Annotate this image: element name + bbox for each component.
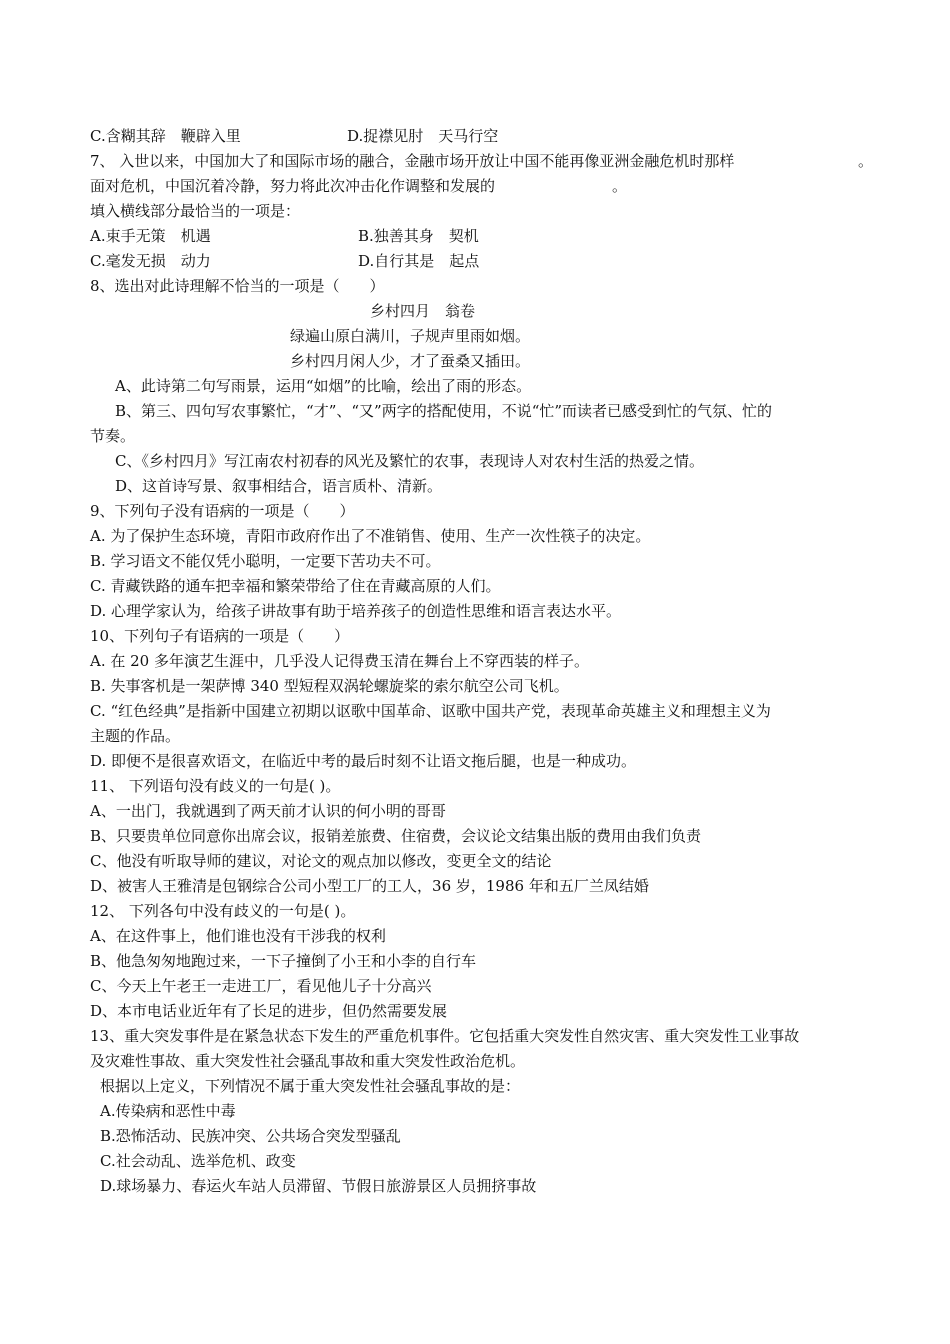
q12-option-b: B、他急匆匆地跑过来，一下子撞倒了小王和小李的自行车 xyxy=(90,952,477,970)
q13-stem-line2: 及灾难性事故、重大突发性社会骚乱事故和重大突发性政治危机。 xyxy=(90,1052,526,1070)
q13-stem-line1: 13、重大突发事件是在紧急状态下发生的严重危机事件。它包括重大突发性自然灾害、重大突发性工业事故 xyxy=(90,1027,800,1045)
poem-line1: 绿遍山原白满川，子规声里雨如烟。 xyxy=(290,327,531,345)
q10-option-d: D. 即便不是很喜欢语文，在临近中考的最后时刻不让语文拖后腿，也是一种成功。 xyxy=(90,752,637,770)
q10-option-a: A. 在 20 多年演艺生涯中，几乎没人记得费玉清在舞台上不穿西装的样子。 xyxy=(90,652,589,670)
q10-option-b: B. 失事客机是一架萨博 340 型短程双涡轮螺旋桨的索尔航空公司飞机。 xyxy=(90,677,569,695)
q11-option-d: D、被害人王雅清是包钢综合公司小型工厂的工人，36 岁，1986 年和五厂兰凤结婚 xyxy=(90,877,649,895)
q7-instruction: 填入横线部分最恰当的一项是： xyxy=(90,202,301,220)
poem-title: 乡村四月 翁卷 xyxy=(370,302,476,320)
q13-option-a: A.传染病和恶性中毒 xyxy=(100,1102,236,1120)
q13-instruction: 根据以上定义，下列情况不属于重大突发性社会骚乱事故的是： xyxy=(100,1077,521,1095)
q9-option-c: C. 青藏铁路的通车把幸福和繁荣带给了住在青藏高原的人们。 xyxy=(90,577,501,595)
q7-option-c: C.毫发无损 动力 xyxy=(90,252,211,270)
q10-option-c-cont: 主题的作品。 xyxy=(90,727,181,745)
q8-option-b: B、第三、四句写农事繁忙，“才”、“又”两字的搭配使用，不说“忙”而读者已感受到忙的气氛、忙的 xyxy=(115,402,773,420)
q12-option-c: C、今天上午老王一走进工厂，看见他儿子十分高兴 xyxy=(90,977,432,995)
q12-option-d: D、本市电话业近年有了长足的进步，但仍然需要发展 xyxy=(90,1002,448,1020)
q12-option-a: A、在这件事上，他们谁也没有干涉我的权利 xyxy=(90,927,386,945)
q11-option-c: C、他没有听取导师的建议，对论文的观点加以修改，变更全文的结论 xyxy=(90,852,552,870)
q7-option-a: A.束手无策 机遇 xyxy=(90,227,211,245)
q9-stem: 9、下列句子没有语病的一项是（ ） xyxy=(90,502,355,520)
q8-option-a: A、此诗第二句写雨景，运用“如烟”的比喻，绘出了雨的形态。 xyxy=(115,377,532,395)
q8-option-b-cont: 节奏。 xyxy=(90,427,136,445)
q7-stem-line1-end: 。 xyxy=(858,152,874,170)
q13-option-c: C.社会动乱、选举危机、政变 xyxy=(100,1152,296,1170)
q9-option-b: B. 学习语文不能仅凭小聪明，一定要下苦功夫不可。 xyxy=(90,552,441,570)
q9-option-d: D. 心理学家认为，给孩子讲故事有助于培养孩子的创造性思维和语言表达水平。 xyxy=(90,602,622,620)
q8-option-d: D、这首诗写景、叙事相结合，语言质朴、清新。 xyxy=(115,477,443,495)
q13-option-b: B.恐怖活动、民族冲突、公共场合突发型骚乱 xyxy=(100,1127,401,1145)
poem-line2: 乡村四月闲人少，才了蚕桑又插田。 xyxy=(290,352,531,370)
q9-option-a: A. 为了保护生态环境，青阳市政府作出了不准销售、使用、生产一次性筷子的决定。 xyxy=(90,527,651,545)
q7-stem-line2: 面对危机，中国沉着冷静，努力将此次冲击化作调整和发展的 xyxy=(90,177,496,195)
q10-stem: 10、下列句子有语病的一项是（ ） xyxy=(90,627,350,645)
q7-option-d: D.自行其是 起点 xyxy=(358,252,480,270)
q11-stem: 11、 下列语句没有歧义的一句是( )。 xyxy=(90,777,341,795)
q7-stem-line2-end: 。 xyxy=(612,177,628,195)
q8-option-c: C、《乡村四月》写江南农村初春的风光及繁忙的农事，表现诗人对农村生活的热爱之情。 xyxy=(115,452,704,470)
q8-stem: 8、选出对此诗理解不恰当的一项是（ ） xyxy=(90,277,385,295)
q11-option-b: B、只要贵单位同意你出席会议，报销差旅费、住宿费，会议论文结集出版的费用由我们负责 xyxy=(90,827,702,845)
q10-option-c: C. “红色经典”是指新中国建立初期以讴歌中国革命、讴歌中国共产党，表现革命英雄主义和理想主义为 xyxy=(90,702,771,720)
q13-option-d: D.球场暴力、春运火车站人员滞留、节假日旅游景区人员拥挤事故 xyxy=(100,1177,537,1195)
q6-option-d: D.捉襟见肘 天马行空 xyxy=(347,127,499,145)
q12-stem: 12、 下列各句中没有歧义的一句是( )。 xyxy=(90,902,356,920)
q7-option-b: B.独善其身 契机 xyxy=(358,227,479,245)
q6-option-c: C.含糊其辞 鞭辟入里 xyxy=(90,127,241,145)
q7-stem-line1: 7、 入世以来，中国加大了和国际市场的融合，金融市场开放让中国不能再像亚洲金融危机时那样 xyxy=(90,152,735,170)
q11-option-a: A、一出门，我就遇到了两天前才认识的何小明的哥哥 xyxy=(90,802,446,820)
